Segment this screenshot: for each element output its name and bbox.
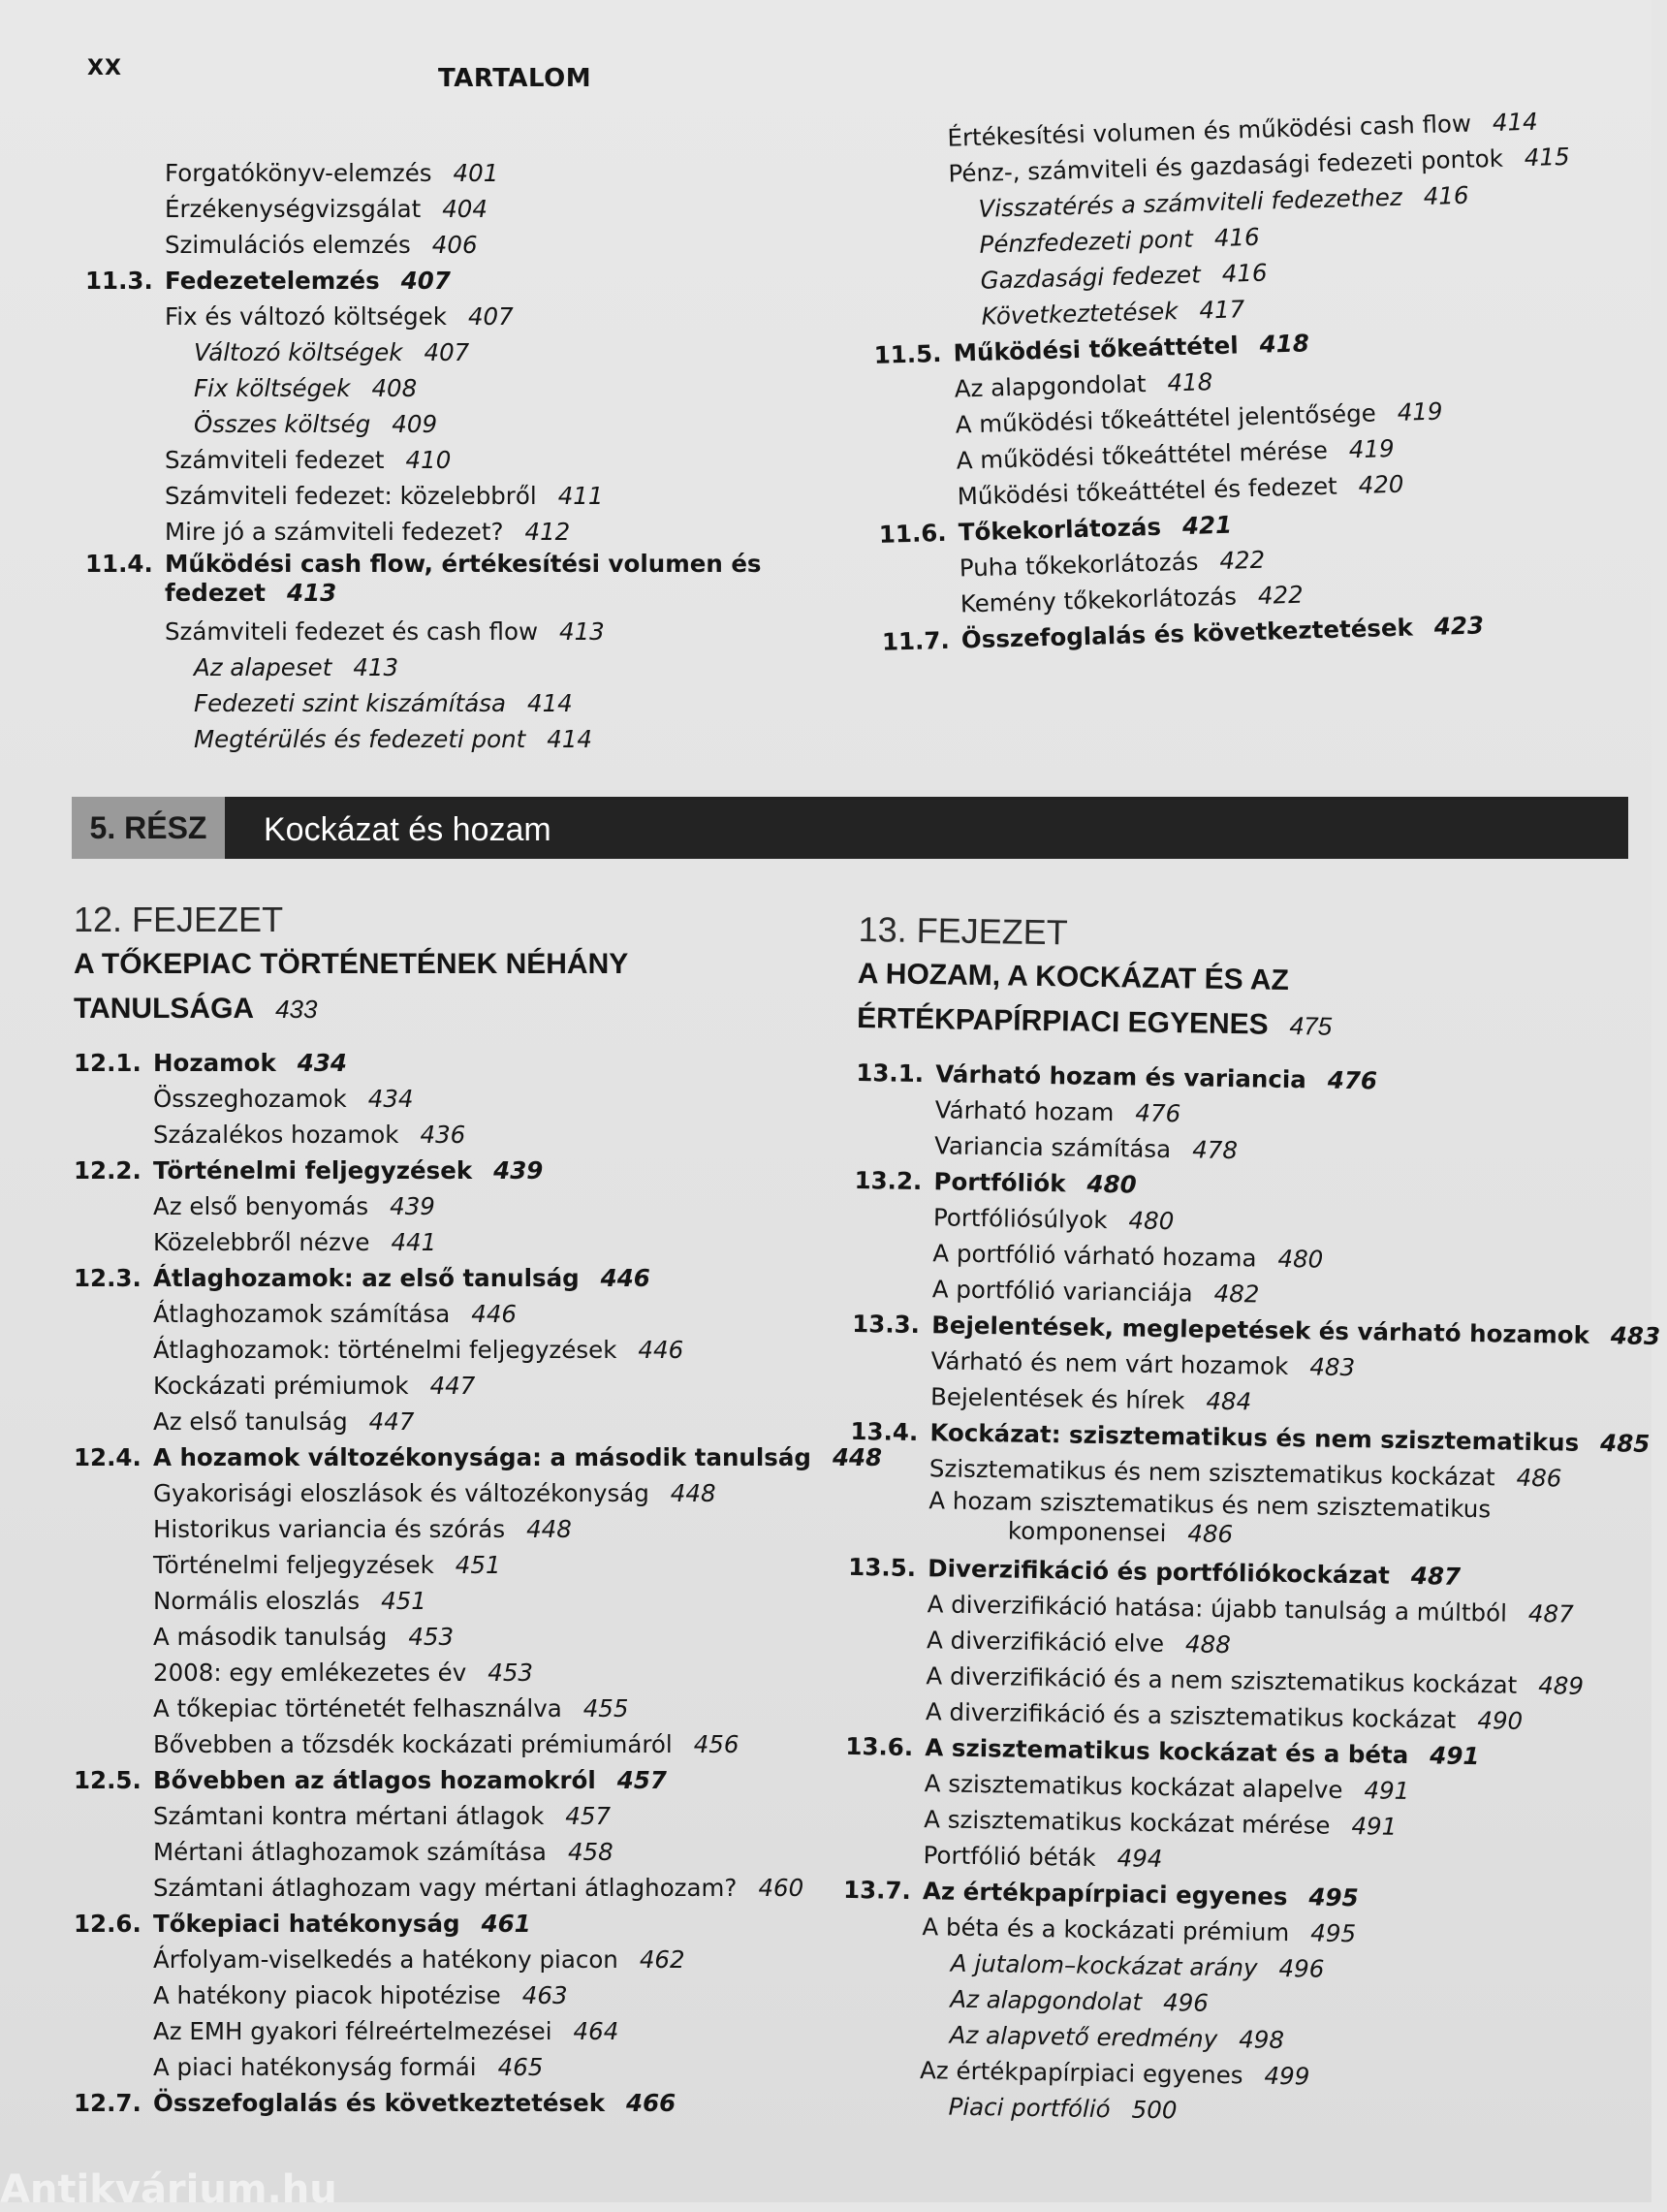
section-number: 12.4.: [74, 1443, 142, 1471]
toc-entry-page: 448: [832, 1443, 883, 1471]
toc-entry-level-2: [85, 191, 822, 227]
chapter-12-page: 433: [275, 995, 318, 1024]
toc-entry-page: 489: [1537, 1671, 1585, 1700]
chapter-13-entries: [839, 1055, 1661, 2134]
toc-entry-page: 496: [1162, 1988, 1210, 2017]
toc-entry-page: 411: [557, 482, 604, 510]
toc-entry-title: Pénzfedezeti pont: [979, 224, 1194, 259]
toc-entry-title: A második tanulság: [153, 1623, 388, 1651]
toc-entry-title: Piaci portfólió: [948, 2092, 1111, 2124]
toc-entry-page: 423: [1433, 611, 1485, 641]
toc-entry-page: 482: [1213, 1279, 1260, 1309]
toc-entry-title: Értékesítési volumen és működési cash flow: [947, 109, 1472, 152]
section-number: 11.7.: [881, 625, 951, 656]
toc-entry-page: 418: [1167, 367, 1213, 397]
toc-entry-page: 419: [1348, 433, 1395, 464]
toc-entry-level-2: [74, 1583, 839, 1619]
toc-entry-title: A működési tőkeáttétel jelentősége: [955, 398, 1377, 439]
toc-entry-title: A hatékony piacok hipotézise: [153, 1981, 501, 2009]
toc-entry-title: Kockázat: szisztematikus és nem szisztematikus: [929, 1418, 1580, 1457]
toc-entry-level-3: [85, 685, 822, 721]
toc-entry-level-1: [74, 1045, 839, 1081]
toc-entry-page: 455: [582, 1694, 629, 1722]
toc-entry-page: 412: [524, 518, 571, 546]
toc-entry-level-1: [74, 1906, 839, 1942]
toc-entry-title: Működési tőkeáttétel és fedezet: [957, 471, 1338, 511]
toc-entry-page: 480: [1128, 1206, 1175, 1236]
toc-entry-page: 439: [493, 1156, 544, 1185]
toc-entry-level-3: [85, 649, 822, 685]
toc-entry-title: Változó költségek: [194, 338, 403, 366]
toc-entry-page: 491: [1351, 1812, 1398, 1841]
section-number: 12.7.: [74, 2089, 142, 2117]
toc-entry-title: Várható hozam: [934, 1095, 1115, 1127]
toc-entry-title: A béta és a kockázati prémium: [922, 1912, 1290, 1947]
toc-entry-title: Hozamok: [153, 1049, 276, 1077]
toc-entry-page: 480: [1086, 1169, 1137, 1199]
toc-entry-title: 2008: egy emlékezetes év: [153, 1659, 467, 1687]
toc-entry-title: Számviteli fedezet: [165, 446, 385, 474]
toc-entry-title: Történelmi feljegyzések: [153, 1156, 473, 1185]
toc-entry-page: 486: [1187, 1519, 1234, 1549]
toc-entry-page: 407: [424, 338, 470, 366]
toc-entry-page: 457: [616, 1766, 667, 1794]
toc-entry-level-2: [74, 1475, 839, 1511]
toc-entry-title: A hozam szisztematikus és nem szisztematikus: [928, 1486, 1492, 1524]
toc-entry-page: 496: [1278, 1953, 1325, 1983]
toc-entry-level-2: [74, 1296, 839, 1332]
toc-entry-title: Történelmi feljegyzések: [153, 1551, 434, 1579]
part-title: Kockázat és hozam: [264, 811, 551, 848]
part-label: 5. RÉSZ: [72, 797, 225, 859]
toc-entry-title: Variancia számítása: [933, 1131, 1172, 1164]
toc-entry-title: Érzékenységvizsgálat: [165, 195, 422, 223]
toc-entry-title: A szisztematikus kockázat alapelve: [924, 1769, 1343, 1804]
toc-entry-title: A tőkepiac történetét felhasználva: [153, 1694, 562, 1722]
section-number: 13.4.: [850, 1416, 919, 1447]
toc-entry-level-3: [85, 406, 822, 442]
toc-entry-level-1: [85, 550, 822, 614]
section-number: 11.4.: [85, 550, 153, 578]
toc-upper-right-column: [867, 102, 1619, 660]
toc-entry-page: 416: [1221, 258, 1268, 288]
toc-entry-level-1: [74, 1260, 839, 1296]
toc-entry-title: Mértani átlaghozamok számítása: [153, 1838, 547, 1866]
toc-entry-title: Historikus variancia és szórás: [153, 1515, 506, 1543]
toc-entry-title: Gazdasági fedezet: [980, 260, 1202, 295]
chapter-12-title: [74, 942, 839, 1031]
toc-entry-page: 487: [1527, 1598, 1574, 1628]
part-banner: [72, 797, 1628, 859]
chapter-13-column: [839, 907, 1661, 2134]
toc-entry-page: 436: [420, 1121, 466, 1149]
toc-entry-title: Az első benyomás: [153, 1192, 369, 1220]
toc-entry-level-2: [74, 1798, 839, 1834]
toc-entry-page: 476: [1135, 1098, 1181, 1128]
toc-entry-title: A diverzifikáció hatása: újabb tanulság a múltból: [927, 1590, 1508, 1627]
toc-entry-page: 420: [1358, 469, 1404, 499]
section-number: 11.3.: [85, 267, 153, 295]
toc-entry-title: Visszatérés a számviteli fedezethez: [978, 182, 1403, 223]
toc-entry-title-continued: [928, 1515, 1615, 1555]
section-number: 13.1.: [856, 1058, 925, 1089]
toc-entry-page: 453: [408, 1623, 455, 1651]
toc-entry-title: A diverzifikáció és a szisztematikus kockázat: [925, 1697, 1457, 1734]
toc-entry-page: 486: [1516, 1463, 1562, 1493]
toc-entry-page: 434: [367, 1085, 414, 1113]
toc-entry-level-2: [74, 1870, 839, 1906]
section-number: 12.2.: [74, 1156, 142, 1185]
toc-entry-title: A működési tőkeáttétel mérése: [956, 435, 1329, 475]
toc-entry-level-2: [85, 514, 822, 550]
toc-entry-title: A piaci hatékonyság formái: [153, 2053, 477, 2081]
toc-entry-page: 419: [1397, 396, 1443, 427]
toc-entry-page: 413: [287, 579, 337, 607]
toc-entry-page: 463: [521, 1981, 568, 2009]
toc-entry-page: 414: [526, 689, 573, 717]
toc-entry-title: Átlaghozamok: történelmi feljegyzések: [153, 1336, 617, 1364]
toc-entry-page: 439: [390, 1192, 435, 1220]
toc-entry-page: 494: [1117, 1844, 1163, 1874]
toc-entry-level-1: [74, 1153, 839, 1188]
toc-entry-page: 410: [405, 446, 452, 474]
toc-entry-title: Átlaghozamok: az első tanulság: [153, 1264, 580, 1292]
toc-entry-title-continued-text: fedezet: [165, 579, 267, 607]
toc-entry-title: Kemény tőkekorlátozás: [959, 582, 1238, 618]
toc-entry-level-2: [74, 1368, 839, 1404]
toc-entry-level-1: [85, 263, 822, 299]
toc-entry-level-2: [74, 1081, 839, 1117]
toc-entry-level-2: [74, 1511, 839, 1547]
toc-entry-title: Tőkekorlátozás: [958, 512, 1162, 547]
toc-entry-level-2: [74, 2049, 839, 2085]
toc-entry-page: 404: [442, 195, 488, 223]
toc-entry-title: A diverzifikáció és a nem szisztematikus kockázat: [926, 1661, 1518, 1699]
toc-entry-title: Normális eloszlás: [153, 1587, 361, 1615]
page-header-title: TARTALOM: [438, 64, 592, 93]
toc-entry-title: Százalékos hozamok: [153, 1121, 399, 1149]
toc-entry-title: A szisztematikus kockázat és a béta: [925, 1733, 1409, 1770]
toc-entry-level-2: [74, 1977, 839, 2013]
toc-entry-level-3: [85, 370, 822, 406]
toc-entry-page: 416: [1423, 180, 1469, 211]
chapter-13-label: 13. FEJEZET: [858, 908, 1069, 953]
toc-entry-title: Szisztematikus és nem szisztematikus kockázat: [928, 1454, 1495, 1492]
toc-entry-title: Árfolyam-viselkedés a hatékony piacon: [153, 1945, 618, 1974]
toc-entry-title: A portfólió varianciája: [931, 1275, 1193, 1308]
toc-entry-title: Összefoglalás és következtetések: [960, 613, 1414, 654]
toc-entry-level-2: [74, 1726, 839, 1762]
section-number: 13.7.: [842, 1875, 912, 1905]
toc-entry-title: A diverzifikáció elve: [926, 1626, 1165, 1659]
toc-entry-title: Bővebben a tőzsdék kockázati prémiumáról: [153, 1730, 673, 1758]
toc-entry-page: 415: [1524, 142, 1570, 173]
toc-entry-title-continued-text: komponensei: [1007, 1516, 1167, 1548]
toc-entry-level-3: [85, 721, 822, 757]
toc-entry-title: Forgatókönyv-elemzés: [165, 159, 432, 187]
toc-entry-page: 434: [297, 1049, 347, 1077]
toc-entry-page: 495: [1308, 1882, 1359, 1912]
toc-entry-title: Pénz-, számviteli és gazdasági fedezeti pontok: [948, 143, 1504, 188]
toc-entry-title: Összefoglalás és következtetések: [153, 2089, 606, 2117]
toc-entry-page: 491: [1364, 1776, 1410, 1806]
section-number: 13.5.: [848, 1552, 917, 1583]
toc-entry-page: 499: [1264, 2061, 1310, 2091]
toc-entry-page: 478: [1191, 1135, 1239, 1165]
toc-entry-page: 421: [1181, 510, 1233, 541]
watermark-text: Antikvárium.hu: [0, 2167, 337, 2212]
toc-entry-level-2: [85, 442, 822, 478]
toc-entry-page: 446: [471, 1300, 518, 1328]
toc-entry-title: Portfóliók: [933, 1167, 1066, 1198]
toc-entry-title-continued: [85, 579, 822, 608]
toc-entry-title: Az értékpapírpiaci egyenes: [919, 2056, 1243, 2090]
toc-entry-page: 495: [1310, 1918, 1357, 1948]
toc-entry-page: 413: [558, 617, 605, 646]
toc-entry-title: Gyakorisági eloszlások és változékonyság: [153, 1479, 649, 1507]
toc-entry-level-2: [74, 1188, 839, 1224]
toc-entry-page: 446: [600, 1264, 650, 1292]
toc-entry-page: 485: [1599, 1429, 1651, 1458]
toc-entry-title: A portfólió várható hozama: [932, 1239, 1257, 1273]
toc-entry-page: 447: [429, 1372, 476, 1400]
chapter-13-title-text: A HOZAM, A KOCKÁZAT ÉS AZ ÉRTÉKPAPÍRPIACI EGYENES: [856, 957, 1290, 1041]
toc-entry-title: Az első tanulság: [153, 1407, 348, 1436]
toc-entry-title: Tőkepiaci hatékonyság: [153, 1910, 460, 1938]
toc-entry-level-3: [85, 334, 822, 370]
section-number: 12.5.: [74, 1766, 142, 1794]
toc-entry-page: 448: [526, 1515, 572, 1543]
toc-entry-page: 457: [565, 1802, 612, 1830]
toc-entry-page: 458: [567, 1838, 613, 1866]
toc-entry-page: 416: [1213, 222, 1261, 253]
toc-entry-title: Az értékpapírpiaci egyenes: [922, 1877, 1288, 1912]
toc-entry-page: 413: [353, 653, 399, 681]
toc-entry-page: 401: [453, 159, 499, 187]
toc-entry-level-2: [85, 614, 822, 649]
toc-entry-page: 451: [455, 1551, 501, 1579]
toc-entry-title: Szimulációs elemzés: [165, 231, 411, 259]
toc-entry-page: 488: [1184, 1629, 1232, 1659]
toc-entry-title: A hozamok változékonysága: a második tanulság: [153, 1443, 811, 1471]
toc-entry-title: Fedezetelemzés: [165, 267, 380, 295]
toc-entry-title: Az alapvető eredmény: [949, 2020, 1218, 2053]
section-number: 11.5.: [873, 338, 942, 369]
toc-entry-title: Közelebbről nézve: [153, 1228, 370, 1256]
toc-entry-page: 447: [368, 1407, 415, 1436]
toc-entry-level-1: [74, 1762, 839, 1798]
chapter-12-title-text: A TŐKEPIAC TÖRTÉNETÉNEK NÉHÁNY TANULSÁGA: [74, 948, 628, 1025]
toc-entry-level-1: [74, 1439, 883, 1475]
toc-entry-level-2: [85, 299, 822, 334]
toc-entry-level-2: [85, 155, 822, 191]
toc-entry-level-1: [74, 2085, 839, 2121]
toc-entry-page: 446: [638, 1336, 684, 1364]
toc-entry-title: Összeghozamok: [153, 1085, 347, 1113]
toc-entry-title: Az alapgondolat: [954, 369, 1147, 403]
toc-entry-page: 441: [391, 1228, 437, 1256]
toc-entry-page: 462: [639, 1945, 685, 1974]
toc-entry-level-2: [74, 1332, 839, 1368]
toc-entry-level-2: [849, 1485, 1616, 1561]
toc-entry-title: A szisztematikus kockázat mérése: [924, 1805, 1331, 1840]
chapter-13-page: 475: [1289, 1011, 1333, 1041]
toc-entry-title: Várható hozam és variancia: [935, 1059, 1307, 1094]
toc-entry-page: 422: [1218, 545, 1266, 576]
toc-entry-page: 491: [1430, 1741, 1480, 1771]
toc-entry-title: Működési cash flow, értékesítési volumen és: [165, 550, 762, 578]
toc-entry-level-2: [74, 1942, 839, 1977]
toc-entry-page: 487: [1410, 1562, 1462, 1591]
toc-entry-page: 465: [497, 2053, 544, 2081]
toc-entry-level-2: [74, 1834, 839, 1870]
section-number: 11.6.: [878, 518, 948, 549]
toc-entry-title: Működési tőkeáttétel: [953, 331, 1240, 367]
toc-entry-level-2: [74, 1404, 839, 1439]
toc-entry-title: Bejelentések, meglepetések és várható hozamok: [931, 1311, 1590, 1349]
toc-entry-page: 484: [1206, 1386, 1252, 1416]
toc-entry-page: 456: [693, 1730, 739, 1758]
toc-entry-page: 498: [1238, 2025, 1285, 2055]
section-number: 13.6.: [845, 1731, 914, 1761]
toc-entry-page: 406: [431, 231, 478, 259]
toc-entry-level-2: [74, 2013, 839, 2049]
toc-entry-page: 460: [758, 1874, 804, 1902]
toc-entry-page: 408: [371, 374, 418, 402]
section-number: 12.6.: [74, 1910, 142, 1938]
chapter-13-title: [857, 952, 1517, 1052]
toc-entry-title: Portfólió béták: [923, 1841, 1096, 1872]
toc-entry-title: Átlaghozamok számítása: [153, 1300, 451, 1328]
toc-entry-page: 464: [573, 2017, 619, 2045]
toc-entry-title: Az EMH gyakori félreértelmezései: [153, 2017, 552, 2045]
toc-entry-title: Számviteli fedezet: közelebbről: [165, 482, 537, 510]
toc-entry-page: 480: [1277, 1244, 1324, 1274]
section-number: 12.3.: [74, 1264, 142, 1292]
toc-entry-level-2: [74, 1547, 839, 1583]
toc-entry-page: 453: [488, 1659, 534, 1687]
toc-entry-title: Várható és nem várt hozamok: [930, 1346, 1289, 1381]
toc-entry-page: 409: [392, 410, 438, 438]
toc-entry-page: 466: [626, 2089, 676, 2117]
toc-entry-page: 417: [1199, 295, 1245, 325]
toc-entry-title: Az alapeset: [194, 653, 332, 681]
toc-entry-level-2: [74, 1691, 839, 1726]
toc-entry-title: Bővebben az átlagos hozamokról: [153, 1766, 596, 1794]
toc-entry-page: 414: [547, 725, 592, 753]
toc-entry-title: Számtani kontra mértani átlagok: [153, 1802, 545, 1830]
page-number: XX: [87, 56, 122, 80]
toc-entry-title: Puha tőkekorlátozás: [959, 547, 1199, 583]
toc-entry-title: Diverzifikáció és portfóliókockázat: [928, 1554, 1391, 1590]
toc-entry-page: 500: [1131, 2095, 1178, 2125]
toc-entry-page: 418: [1259, 329, 1310, 359]
section-number: 13.3.: [852, 1309, 921, 1340]
toc-entry-page: 448: [670, 1479, 716, 1507]
toc-entry-page: 483: [1309, 1352, 1356, 1382]
toc-upper-left-column: [85, 155, 822, 757]
toc-entry-title: Következtetések: [981, 297, 1179, 331]
toc-entry-title: Portfóliósúlyok: [932, 1203, 1108, 1235]
toc-entry-level-2: [74, 1655, 839, 1691]
toc-entry-title: Fix költségek: [194, 374, 351, 402]
toc-entry-page: 476: [1327, 1065, 1378, 1095]
toc-entry-level-2: [74, 1224, 839, 1260]
toc-entry-page: 451: [381, 1587, 426, 1615]
toc-entry-title: Számtani átlaghozam vagy mértani átlaghozam?: [153, 1874, 738, 1902]
toc-entry-page: 490: [1477, 1706, 1524, 1735]
toc-entry-title: Kockázati prémiumok: [153, 1372, 409, 1400]
toc-entry-title: Bejelentések és hírek: [929, 1382, 1185, 1415]
toc-entry-page: 483: [1610, 1321, 1661, 1351]
toc-entry-title: Összes költség: [194, 410, 371, 438]
chapter-12-label: 12. FEJEZET: [74, 900, 284, 939]
toc-entry-page: 407: [400, 267, 451, 295]
toc-entry-page: 414: [1492, 107, 1539, 137]
toc-entry-page: 422: [1257, 580, 1305, 610]
toc-entry-title: Az alapgondolat: [950, 1984, 1143, 2016]
section-number: 12.1.: [74, 1049, 142, 1077]
toc-entry-title: A jutalom–kockázat arány: [950, 1948, 1258, 1982]
toc-entry-title: Számviteli fedezet és cash flow: [165, 617, 538, 646]
toc-entry-level-2: [85, 227, 822, 263]
toc-entry-title: Fix és változó költségek: [165, 302, 447, 331]
toc-entry-level-2: [85, 478, 822, 514]
toc-entry-title: Fedezeti szint kiszámítása: [194, 689, 506, 717]
toc-entry-page: 407: [467, 302, 514, 331]
toc-entry-title: Mire jó a számviteli fedezet?: [165, 518, 504, 546]
toc-entry-title: Megtérülés és fedezeti pont: [194, 725, 526, 753]
toc-entry-level-2: [74, 1619, 839, 1655]
toc-entry-level-2: [74, 1117, 839, 1153]
toc-entry-page: 461: [481, 1910, 531, 1938]
section-number: 13.2.: [854, 1165, 923, 1196]
